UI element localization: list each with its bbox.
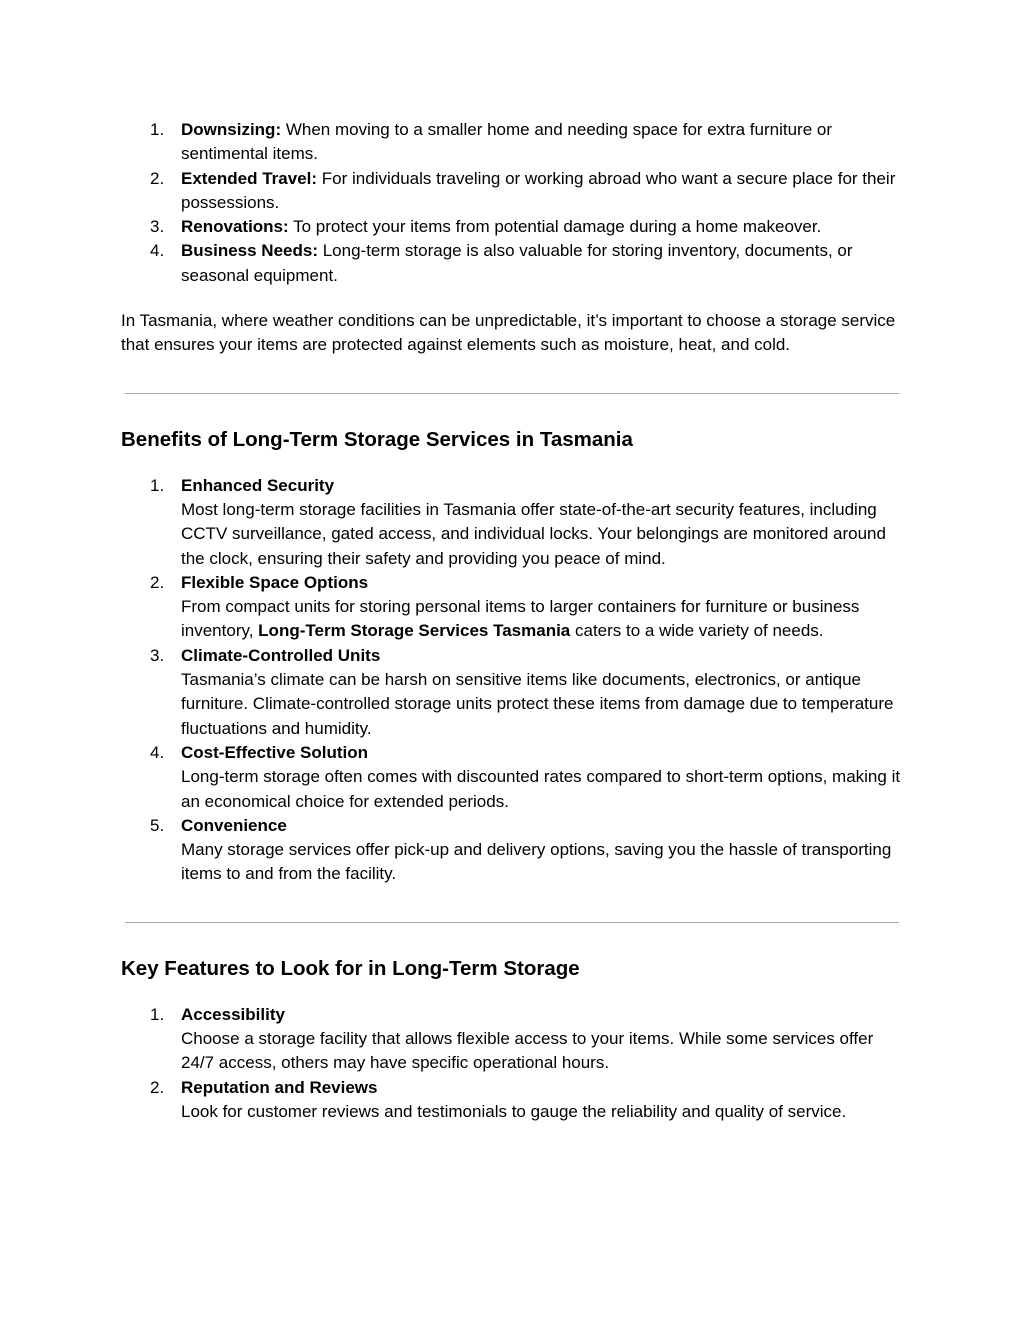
- list-number: 3.: [150, 217, 165, 237]
- list-number: 4.: [150, 241, 165, 261]
- list-number: 1.: [150, 1004, 165, 1024]
- list-item: [121, 239, 906, 288]
- list-item: [121, 118, 906, 167]
- benefits-list: [121, 474, 906, 887]
- list-number: 2.: [150, 572, 165, 592]
- list-text: To protect your items from potential damage during a home makeover.: [288, 217, 822, 237]
- intro-paragraph: In Tasmania, where weather conditions can be unpredictable, it’s important to choose a storage service that ensures your items are protected against elements such as moisture, heat, and cold.: [121, 311, 896, 355]
- list-title: Climate-Controlled Units: [181, 645, 381, 665]
- list-text: Tasmania’s climate can be harsh on sensitive items like documents, electronics, or antique furniture. Climate-controlled storage units protect these items from damage due to temperature fluctuations and humidity.: [181, 670, 894, 738]
- list-item: [121, 571, 906, 644]
- list-title: Convenience: [181, 815, 287, 835]
- list-term: Downsizing:: [181, 120, 282, 139]
- list-title: Accessibility: [181, 1004, 285, 1024]
- list-number: 1.: [150, 475, 165, 495]
- list-text: Choose a storage facility that allows flexible access to your items. While some services offer 24/7 access, others may have specific operational hours.: [181, 1029, 874, 1073]
- list-item: [121, 1076, 906, 1125]
- list-title: Reputation and Reviews: [181, 1077, 378, 1097]
- list-text: Look for customer reviews and testimonials to gauge the reliability and quality of service.: [181, 1101, 847, 1121]
- list-number: 5.: [150, 815, 165, 835]
- list-title: Flexible Space Options: [181, 572, 369, 592]
- list-item: [121, 215, 906, 239]
- list-text: Many storage services offer pick-up and delivery options, saving you the hassle of transporting items to and from the facility.: [181, 840, 892, 884]
- list-term: Extended Travel:: [181, 168, 318, 188]
- list-term: Renovations:: [181, 217, 289, 237]
- list-number: 2.: [150, 168, 165, 188]
- list-text: When moving to a smaller home and needing space for extra furniture or sentimental items.: [181, 120, 833, 164]
- benefits-heading: Benefits of Long-Term Storage Services in Tasmania: [121, 427, 633, 451]
- list-number: 4.: [150, 742, 165, 762]
- list-number: 3.: [150, 645, 165, 665]
- list-item: [121, 644, 906, 741]
- list-text: From compact units for storing personal items to larger containers for furniture or business inventory,: [181, 597, 860, 641]
- list-number: 1.: [150, 120, 165, 139]
- list-title: Cost-Effective Solution: [181, 742, 369, 762]
- list-text: caters to a wide variety of needs.: [570, 621, 824, 641]
- list-text: Long-term storage is also valuable for storing inventory, documents, or seasonal equipment.: [181, 241, 853, 285]
- list-item: [121, 814, 906, 887]
- list-text-emphasis: Long-Term Storage Services Tasmania: [258, 621, 571, 641]
- list-term: Business Needs:: [181, 241, 318, 261]
- list-text: Most long-term storage facilities in Tasmania offer state-of-the-art security features, including CCTV surveillance, gated access, and individual locks. Your belongings are monitored around the clock, ensuring their safety and providing you peace of mind.: [181, 499, 886, 568]
- features-list: [121, 1003, 906, 1124]
- list-item: [121, 1003, 906, 1076]
- section-divider: [125, 393, 899, 394]
- section-divider: [125, 922, 899, 923]
- list-item: [121, 474, 906, 571]
- document-page: [121, 118, 906, 1124]
- list-text: Long-term storage often comes with discounted rates compared to short-term options, making it an economical choice for extended periods.: [181, 767, 901, 811]
- list-item: [121, 741, 906, 814]
- list-title: Enhanced Security: [181, 475, 335, 495]
- list-item: [121, 167, 906, 216]
- list-text: For individuals traveling or working abroad who want a secure place for their possessions.: [181, 168, 896, 212]
- list-number: 2.: [150, 1077, 165, 1097]
- use-cases-list: [121, 118, 906, 288]
- features-heading: Key Features to Look for in Long-Term Storage: [121, 956, 580, 980]
